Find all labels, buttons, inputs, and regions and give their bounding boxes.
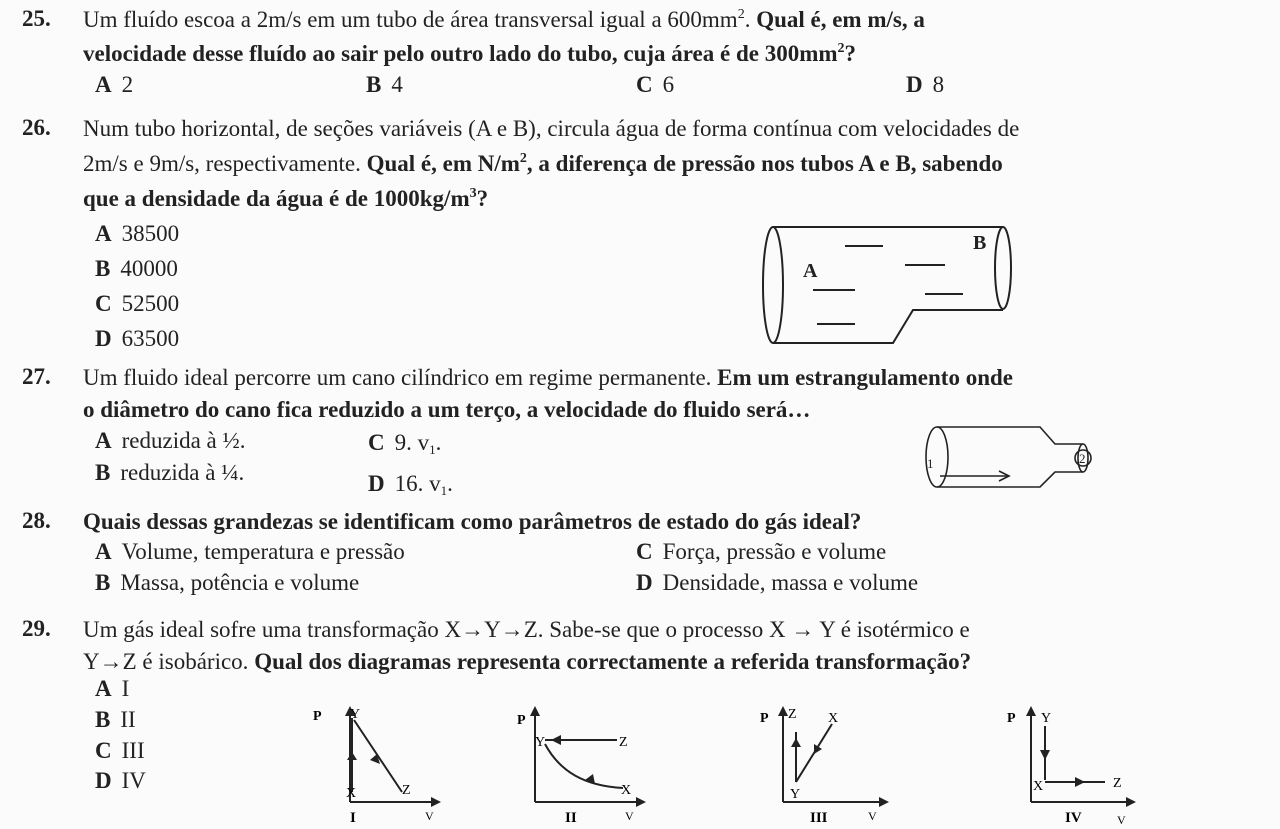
option-b[interactable]: B 4 — [366, 72, 403, 97]
point-label: Z — [788, 707, 797, 722]
process-y-z — [354, 720, 402, 792]
question-text-line: o diâmetro do cano fica reduzido a um terço, a velocidade do fluido será… — [83, 397, 811, 422]
option-d[interactable]: D Densidade, massa e volume — [636, 570, 919, 595]
process-arrowhead — [551, 735, 561, 745]
diagram-label: II — [565, 810, 577, 826]
pv-diagram-3 — [758, 702, 898, 827]
option-c[interactable]: C 6 — [636, 72, 675, 97]
option-c[interactable]: C 52500 — [95, 291, 180, 316]
question-number: 26. — [22, 115, 51, 140]
pv-diagram-1 — [310, 702, 450, 827]
v-axis-arrowhead — [636, 797, 646, 807]
option-d[interactable]: D 8 — [906, 72, 945, 97]
question-text-line: Quais dessas grandezas se identificam como parâmetros de estado do gás ideal? — [83, 509, 862, 534]
process-arrowhead — [1075, 777, 1085, 787]
diagram-label: III — [810, 810, 828, 826]
point-label: Z — [402, 783, 411, 798]
label-b: B — [973, 232, 987, 254]
v-axis-arrowhead — [1126, 797, 1136, 807]
diagram-label: IV — [1065, 810, 1082, 826]
pipe-top-edge — [937, 427, 1083, 444]
question-number: 28. — [22, 508, 51, 533]
point-label: Y — [350, 707, 361, 722]
p-label: P — [760, 711, 769, 726]
v-label: V — [1117, 813, 1126, 827]
option-a[interactable]: A reduzida à ½. — [95, 428, 246, 453]
p-axis-arrowhead — [1026, 706, 1036, 716]
question-text-line: velocidade desse fluído ao sair pelo outro lado do tubo, cuja área é de $300mm^2$? — [83, 41, 857, 66]
point-label: X — [1033, 779, 1044, 794]
question-number: 27. — [22, 364, 51, 389]
point-label: X — [346, 786, 357, 801]
point-label: Z — [619, 735, 628, 750]
v-label: V — [625, 809, 634, 823]
point-label: Z — [1113, 776, 1122, 791]
p-axis-arrowhead — [530, 706, 540, 716]
option-b[interactable]: B 40000 — [95, 256, 178, 281]
label-2: 2 — [1079, 451, 1086, 466]
tube-bottom-edge — [773, 310, 1003, 343]
p-label: P — [1007, 711, 1016, 726]
question-number: 29. — [22, 616, 51, 641]
question-text-line: 2m/s e 9m/s, respectivamente. Qual é, em $N/m^2$, a diferença de pressão nos tubos A e B, sabendo — [83, 151, 1003, 176]
pipe-bottom-edge — [937, 472, 1083, 487]
question-text-line: Um fluido ideal percorre um cano cilíndrico em regime permanente. Em um estrangulamento onde — [83, 365, 1013, 390]
option-c[interactable]: C III — [95, 738, 145, 763]
v-label: V — [425, 809, 434, 823]
point-label: Y — [1041, 711, 1052, 726]
question-text-line: que a densidade da água é de $1000kg/m^3$? — [83, 186, 489, 211]
question-text-line: Um fluído escoa a 2m/s em um tubo de área transversal igual a $600mm^2$. Qual é, em m/s, a — [83, 7, 925, 32]
point-label: X — [621, 783, 632, 798]
diagram-label: I — [350, 810, 356, 826]
option-b[interactable]: B II — [95, 707, 136, 732]
question-text-line: Y→Z é isobárico. Qual dos diagramas representa correctamente a referida transformação? — [83, 649, 972, 674]
tube-wide-end — [763, 227, 783, 343]
pv-diagram-2 — [515, 702, 655, 827]
option-b[interactable]: B Massa, potência e volume — [95, 570, 360, 595]
option-a[interactable]: A I — [95, 676, 130, 701]
constriction-figure — [915, 424, 1105, 494]
process-arrowhead — [791, 738, 801, 747]
v-axis-arrowhead — [431, 797, 441, 807]
option-c[interactable]: C 9. $v_1$. — [368, 430, 442, 457]
option-a[interactable]: A 38500 — [95, 221, 180, 246]
v-axis-arrowhead — [879, 797, 889, 807]
question-number: 25. — [22, 6, 51, 31]
p-axis-arrowhead — [778, 706, 788, 716]
v-label: V — [868, 809, 877, 823]
point-label: Y — [535, 735, 546, 750]
process-y-x — [545, 744, 623, 788]
option-d[interactable]: D 16. $v_1$. — [368, 471, 453, 498]
tube-narrow-end — [995, 227, 1011, 309]
label-a: A — [803, 260, 818, 282]
option-a[interactable]: A 2 — [95, 72, 134, 97]
p-label: P — [313, 709, 322, 724]
pv-diagram-4 — [1005, 702, 1145, 827]
question-text-line: Um gás ideal sofre uma transformação X→Y→Z. Sabe-se que o processo X → Y é isotérmico e — [83, 617, 970, 642]
option-d[interactable]: D 63500 — [95, 326, 180, 351]
point-label: Y — [790, 787, 801, 802]
option-b[interactable]: B reduzida à ¼. — [95, 460, 245, 485]
tube-figure-ab — [755, 222, 1025, 352]
process-arrowhead — [347, 752, 357, 760]
option-d[interactable]: D IV — [95, 768, 146, 793]
label-1: 1 — [927, 456, 934, 471]
process-arrowhead — [1040, 750, 1050, 760]
question-text-line: Num tubo horizontal, de seções variáveis (A e B), circula água de forma contínua com velocidades de — [83, 116, 1020, 141]
p-label: P — [517, 713, 526, 728]
option-a[interactable]: A Volume, temperatura e pressão — [95, 539, 405, 564]
option-c[interactable]: C Força, pressão e volume — [636, 539, 887, 564]
point-label: X — [828, 711, 839, 726]
